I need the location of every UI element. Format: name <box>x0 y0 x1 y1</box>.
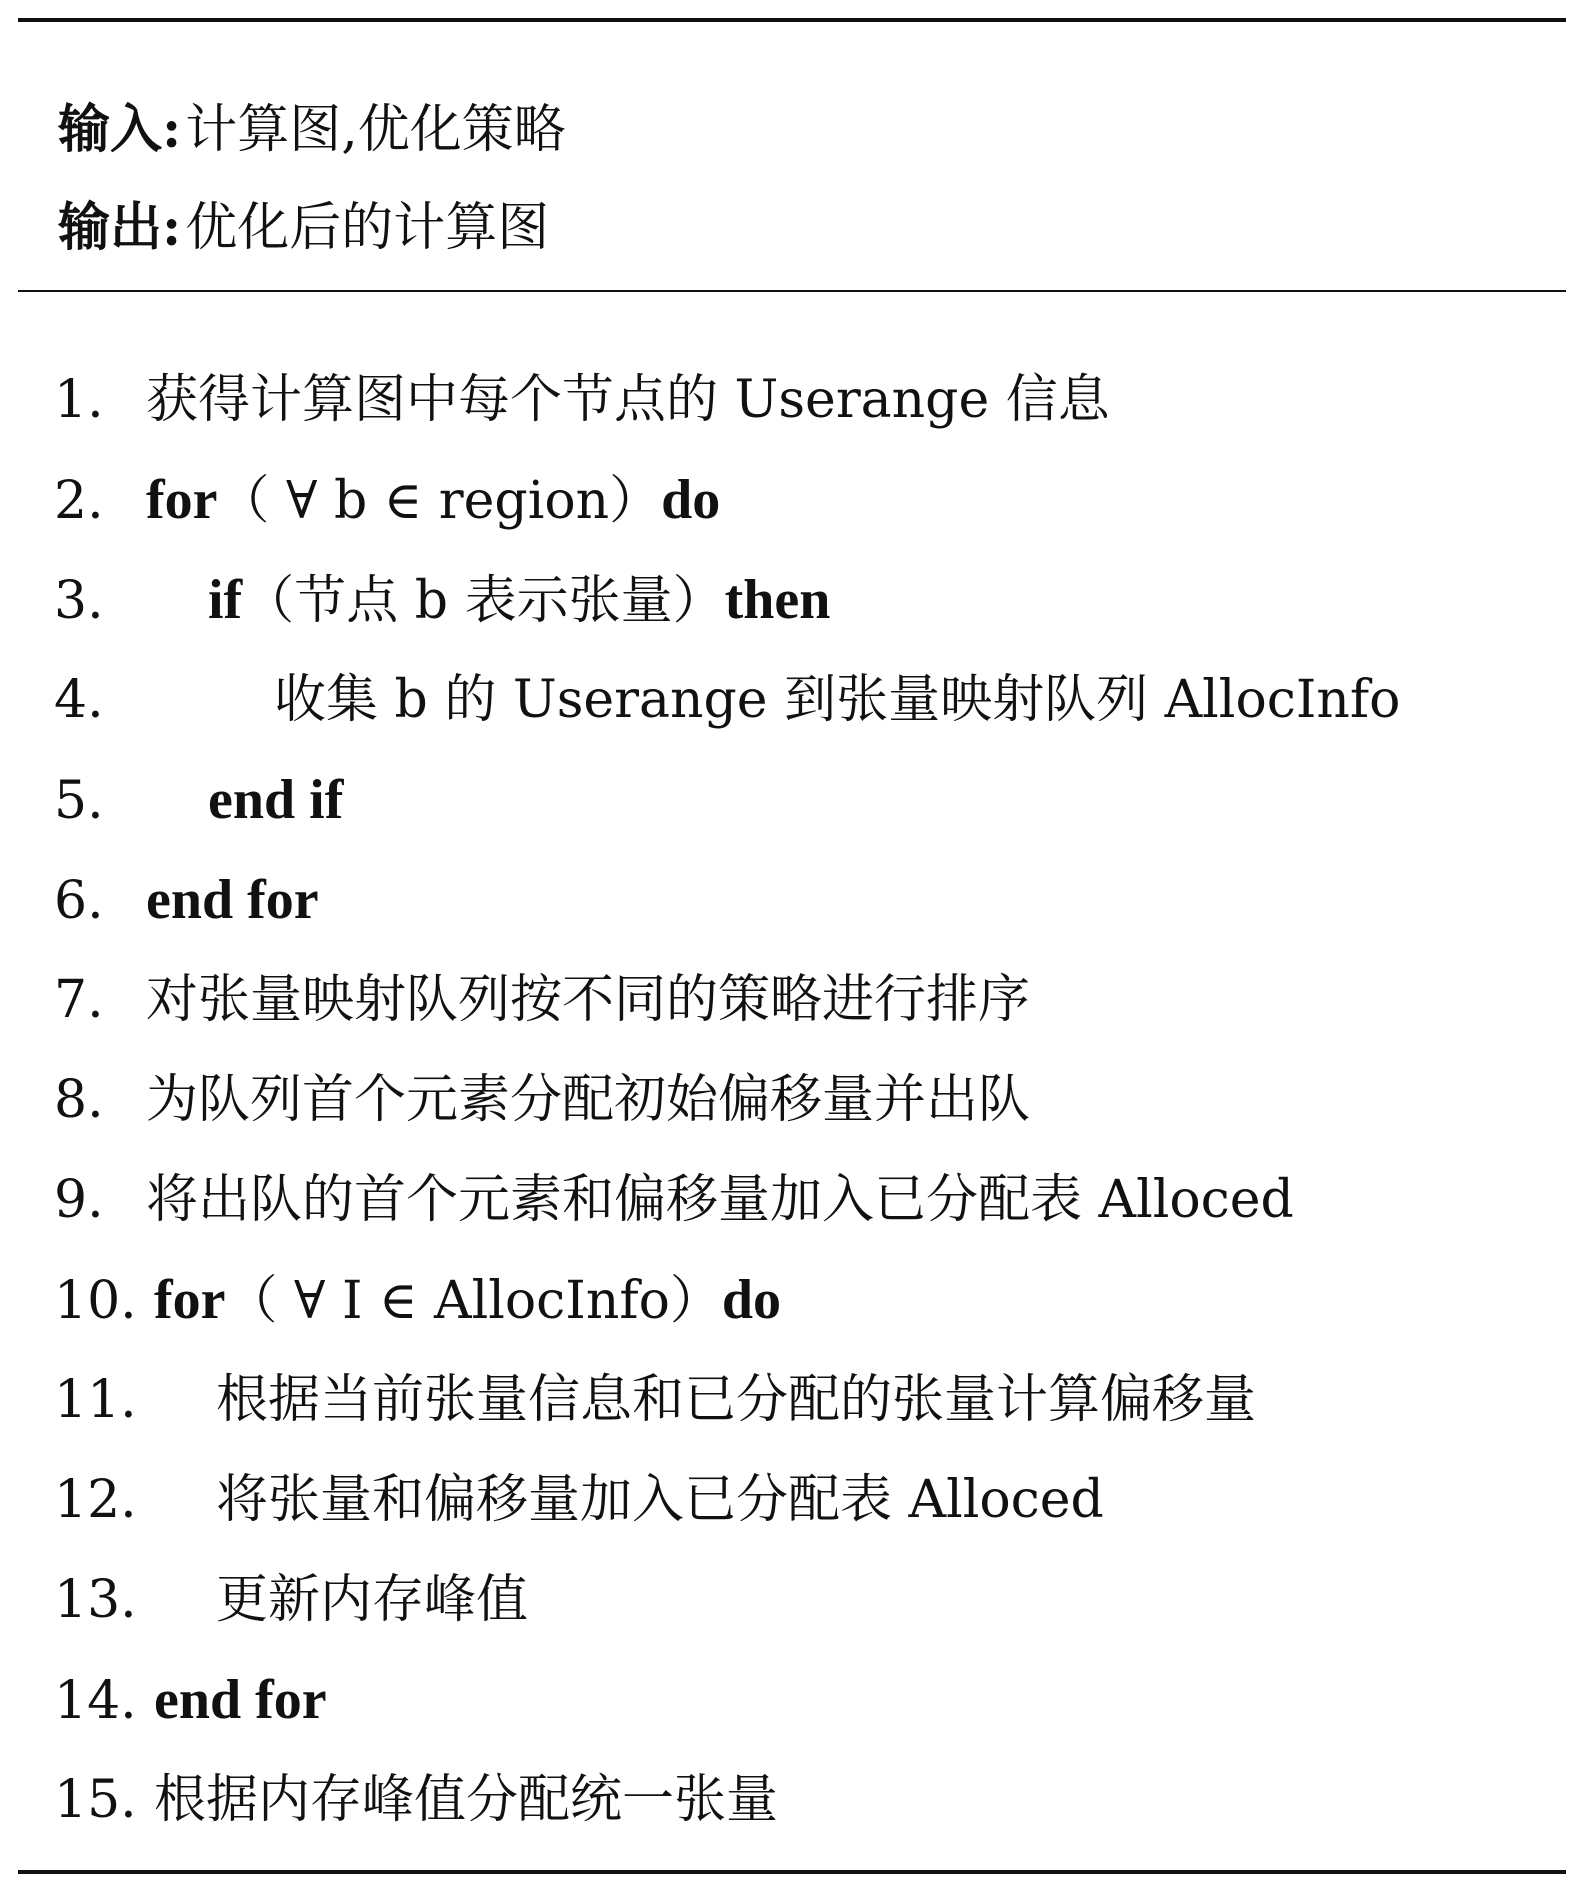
step-number: 14. <box>54 1671 137 1731</box>
step-condition: （ ∀ I ∈ AllocInfo） <box>225 1271 722 1331</box>
middle-rule <box>18 290 1566 292</box>
step-text: 为队列首个元素分配初始偏移量并出队 <box>146 1070 1031 1130</box>
keyword-for: for <box>154 1269 226 1331</box>
step-text: 获得计算图中每个节点的 Userange 信息 <box>146 370 1110 430</box>
step-10 <box>54 1270 1400 1370</box>
step-condition: （节点 b 表示张量） <box>242 571 725 631</box>
step-15 <box>54 1770 1400 1870</box>
step-text: 根据当前张量信息和已分配的张量计算偏移量 <box>216 1370 1257 1430</box>
input-separator: : <box>162 99 182 160</box>
step-3 <box>54 570 1400 670</box>
step-text: 对张量映射队列按不同的策略进行排序 <box>146 970 1031 1030</box>
keyword-do: do <box>661 469 721 531</box>
input-label: 输入 <box>58 100 163 160</box>
step-text: 更新内存峰值 <box>216 1570 529 1630</box>
step-5 <box>54 770 1400 870</box>
step-9 <box>54 1170 1400 1270</box>
step-11 <box>54 1370 1400 1470</box>
step-text: 根据内存峰值分配统一张量 <box>154 1770 779 1830</box>
step-number: 7. <box>54 970 104 1030</box>
step-number: 3. <box>54 571 104 631</box>
step-number: 15. <box>54 1770 137 1830</box>
step-number: 8. <box>54 1070 104 1130</box>
keyword-if: if <box>208 569 243 631</box>
step-number: 13. <box>54 1570 137 1630</box>
step-number: 11. <box>54 1370 137 1430</box>
step-12 <box>54 1470 1400 1570</box>
step-number: 5. <box>54 771 104 831</box>
step-number: 10. <box>54 1271 137 1331</box>
input-value: 计算图,优化策略 <box>185 100 566 160</box>
step-4 <box>54 670 1400 770</box>
output-label: 输出 <box>58 198 163 258</box>
keyword-end-for: end for <box>146 869 319 931</box>
step-number: 6. <box>54 871 104 931</box>
step-7 <box>54 970 1400 1070</box>
step-13 <box>54 1570 1400 1670</box>
step-number: 12. <box>54 1470 137 1530</box>
output-line <box>58 198 549 258</box>
algorithm-box <box>18 18 1566 1874</box>
step-1 <box>54 370 1400 470</box>
step-6 <box>54 870 1400 970</box>
keyword-do: do <box>721 1269 782 1331</box>
output-value: 优化后的计算图 <box>185 198 550 258</box>
step-2 <box>54 470 1400 570</box>
step-number: 1. <box>54 370 104 430</box>
output-separator: : <box>162 197 182 258</box>
keyword-end-for: end for <box>154 1669 327 1731</box>
top-rule <box>18 18 1566 22</box>
step-8 <box>54 1070 1400 1170</box>
bottom-rule <box>18 1870 1566 1874</box>
step-number: 4. <box>54 670 104 730</box>
step-condition: （ ∀ b ∈ region） <box>217 471 662 531</box>
step-text: 将张量和偏移量加入已分配表 Alloced <box>216 1470 1104 1530</box>
input-line <box>58 100 566 160</box>
keyword-then: then <box>724 569 831 631</box>
step-text: 将出队的首个元素和偏移量加入已分配表 Alloced <box>146 1170 1294 1230</box>
keyword-for: for <box>146 469 218 531</box>
step-number: 9. <box>54 1170 104 1230</box>
keyword-end-if: end if <box>208 769 344 831</box>
step-text: 收集 b 的 Userange 到张量映射队列 AllocInfo <box>274 670 1401 730</box>
step-number: 2. <box>54 471 104 531</box>
step-list <box>54 370 1400 1870</box>
step-14 <box>54 1670 1400 1770</box>
